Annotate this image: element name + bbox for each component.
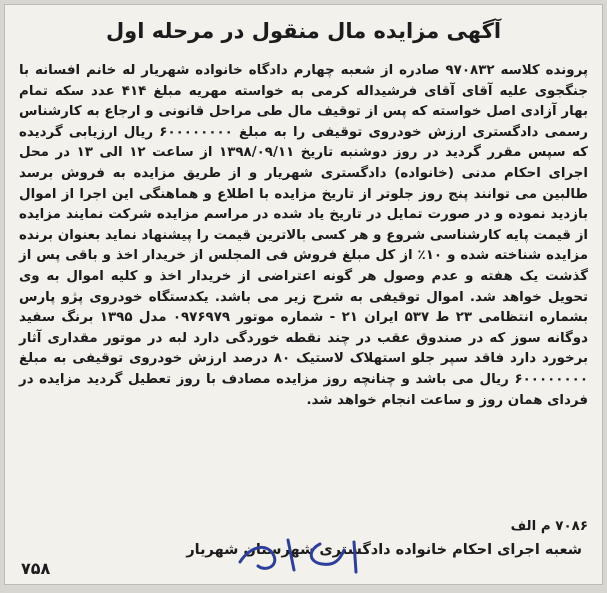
notice-title: آگهی مزایده مال منقول در مرحله اول [105,19,502,43]
issuer-signature: شعبه اجرای احکام خانواده دادگستری شهرستان شهریار [186,542,582,558]
page-number: ۷۵۸ [21,559,51,578]
handwritten-number-mark [170,532,410,580]
newspaper-notice [4,4,603,585]
notice-paragraph: پرونده کلاسه ۹۷۰۸۳۲ صادره از شعبه چهارم دادگاه خانواده شهریار له خانم افسانه با جنگجوی علیه آقای آقای فرشیداله کرمی به خواسته مهریه مبلغ ۴۱۴ عدد سکه تمام بهار آزادی اصل خواسته که پس از توقیف مال طی مراحل قانونی و ارجاع به کارشناس رسمی دادگستری ارزش خودروی توقیفی را به مبلغ ۶۰۰۰۰۰۰۰۰ ریال ارزیابی گردیده که سپس مقرر گردید در روز دوشنبه تاریخ ۱۳۹۸/۰۹/۱۱ از ساعت ۱۲ الی ۱۳ در محل اجرای احکام مدنی (خانواده) دادگستری شهریار و از طریق مزایده به فروش برسد طالبین می توانند پنج روز جلوتر از تاریخ مزایده با اطلاع و هماهنگی این اجرا از اموال بازدید نموده و در صورت تمایل در تاریخ یاد شده در مراسم مزایده شرکت نمایند مزایده از قیمت پایه کارشناسی شروع و هر کسی بالاترین قیمت را پیشنهاد نماید بعنوان برنده مزایده شناخته شده و ۱۰٪ از کل مبلغ فروش فی المجلس از خریدار اخذ و باقی پس از گذشت یک هفته و عدم وصول هر گونه اعتراضی از خریدار اخذ و کلیه اموال به وی تحویل خواهد شد. اموال توقیفی به شرح زیر می باشد. یکدستگاه خودروی پژو پارس بشماره انتظامی ۲۳ ط ۵۳۷ ایران ۲۱ - شماره موتور ۰۹۷۶۹۷۹ مدل ۱۳۹۵ برنگ سفید دوگانه سوز که در صندوق عقب در چند نقطه خوردگی دارد لبه در موتور مقداری آثار برخورد دارد فاقد سپر جلو استهلاک لاستیک ۸۰ درصد ارزش خودروی توقیفی به مبلغ ۶۰۰۰۰۰۰۰۰ ریال می باشد و چنانچه روز مزایده مصادف با روز تعطیل گردید مزایده در فردای همان روز و ساعت انجام خواهد شد. [19,63,589,408]
reference-code: ۷۰۸۶ م الف [510,519,588,534]
notice-body [19,61,588,411]
